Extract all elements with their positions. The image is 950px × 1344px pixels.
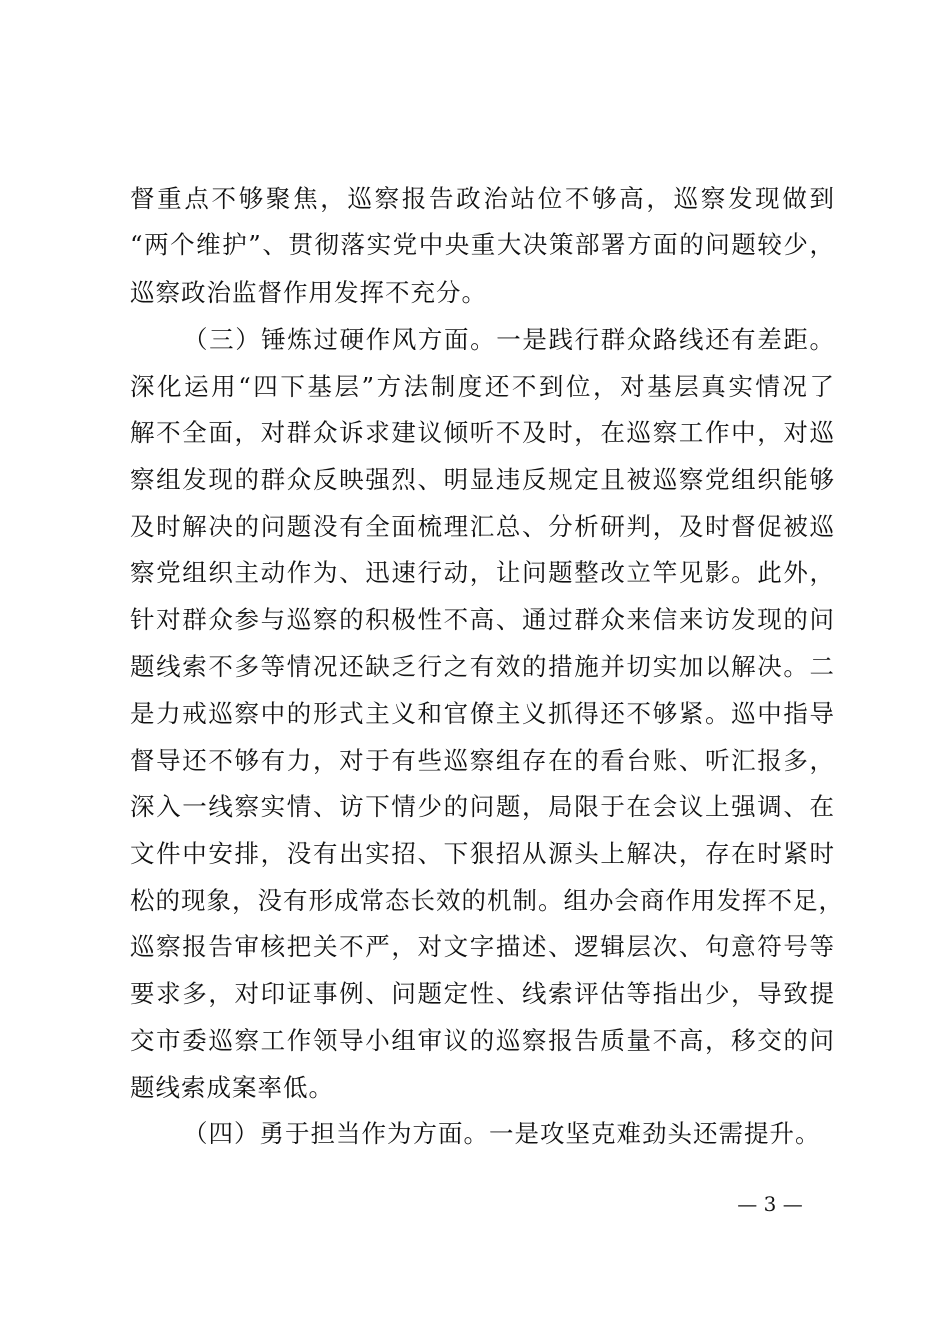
paragraph-line: 题线索成案率低。 — [130, 1073, 334, 1102]
section-heading-line: （四）勇于担当作为方面。一是攻坚克难劲头还需提升。 — [183, 1119, 821, 1148]
paragraph-line: 督重点不够聚焦，巡察报告政治站位不够高，巡察发现做到 — [130, 184, 835, 213]
paragraph-line: 解不全面，对群众诉求建议倾听不及时，在巡察工作中，对巡 — [130, 418, 835, 447]
paragraph-line: 巡察政治监督作用发挥不充分。 — [130, 278, 487, 307]
paragraph-line: 松的现象，没有形成常态长效的机制。组办会商作用发挥不足， — [130, 886, 844, 915]
paragraph-line: 是力戒巡察中的形式主义和官僚主义抓得还不够紧。巡中指导 — [130, 699, 835, 728]
paragraph-line: 及时解决的问题没有全面梳理汇总、分析研判，及时督促被巡 — [130, 512, 835, 541]
paragraph-line: 察组发现的群众反映强烈、明显违反规定且被巡察党组织能够 — [130, 465, 835, 494]
section-heading-line: （三）锤炼过硬作风方面。一是践行群众路线还有差距。 — [183, 325, 835, 354]
paragraph-line: 交市委巡察工作领导小组审议的巡察报告质量不高，移交的问 — [130, 1026, 835, 1055]
paragraph-line: 题线索不多等情况还缺乏行之有效的措施并切实加以解决。二 — [130, 652, 835, 681]
paragraph-line: 文件中安排，没有出实招、下狠招从源头上解决，存在时紧时 — [130, 839, 835, 868]
paragraph-line: 要求多，对印证事例、问题定性、线索评估等指出少，导致提 — [130, 979, 835, 1008]
paragraph-line: 深化运用“四下基层”方法制度还不到位，对基层真实情况了 — [130, 372, 835, 401]
paragraph-line: 巡察报告审核把关不严，对文字描述、逻辑层次、句意符号等 — [130, 932, 835, 961]
paragraph-line: “两个维护”、贯彻落实党中央重大决策部署方面的问题较少， — [130, 230, 835, 259]
page-number: — 3 — — [737, 1192, 803, 1216]
paragraph-line: 深入一线察实情、访下情少的问题，局限于在会议上强调、在 — [130, 792, 835, 821]
paragraph-line: 针对群众参与巡察的积极性不高、通过群众来信来访发现的问 — [130, 605, 835, 634]
paragraph-line: 督导还不够有力，对于有些巡察组存在的看台账、听汇报多， — [130, 746, 835, 775]
paragraph-line: 察党组织主动作为、迅速行动，让问题整改立竿见影。此外， — [130, 558, 835, 587]
